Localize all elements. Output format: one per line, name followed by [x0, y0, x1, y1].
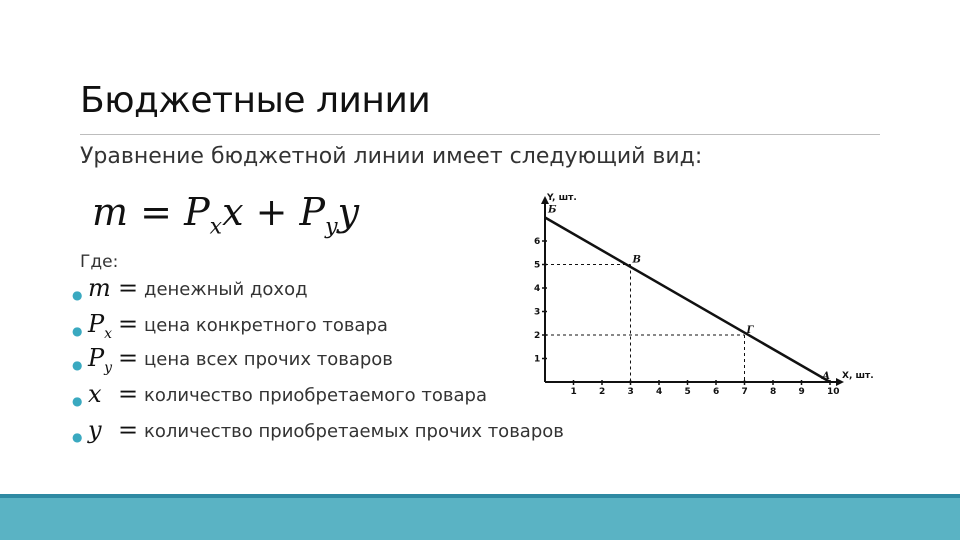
formula-py: P: [299, 190, 326, 234]
item-equals: =: [118, 344, 139, 372]
x-tick-label: 5: [684, 387, 691, 397]
item-equals: =: [118, 274, 139, 302]
y-tick-label: 5: [534, 260, 541, 271]
formula-py-sub: y: [325, 214, 338, 240]
bullet-icon: ●: [72, 358, 83, 372]
item-description: цена всех прочих товаров: [144, 349, 393, 370]
formula-y: y: [337, 190, 360, 234]
x-tick-label: 3: [627, 387, 634, 397]
item-equals: =: [118, 416, 139, 444]
point-label: Б: [548, 204, 557, 216]
budget-line: [545, 218, 830, 383]
item-symbol: $P_x$: [88, 310, 113, 342]
formula-px: P: [184, 190, 210, 234]
item-symbol: x: [88, 380, 102, 408]
x-tick-label: 7: [741, 387, 748, 397]
y-tick-label: 2: [534, 331, 541, 341]
slide-subtitle: Уравнение бюджетной линии имеет следующий вид:: [80, 144, 703, 169]
point-label: Г: [746, 325, 754, 336]
item-description: денежный доход: [144, 279, 308, 300]
item-description: количество приобретаемого товара: [144, 385, 487, 406]
y-tick-label: 4: [534, 284, 541, 294]
x-tick-label: 8: [770, 387, 777, 397]
x-tick-label: 4: [656, 387, 663, 397]
x-tick-label: 10: [827, 387, 840, 397]
formula-x: x: [222, 190, 244, 234]
formula-px-sub: x: [209, 214, 223, 240]
y-tick-label: 6: [534, 237, 541, 247]
y-tick-label: 1: [534, 354, 541, 365]
y-tick-label: 3: [534, 307, 541, 318]
where-label: Где:: [80, 252, 119, 272]
bullet-icon: ●: [72, 288, 83, 302]
item-equals: =: [118, 310, 139, 338]
slide-title: Бюджетные линии: [80, 80, 431, 121]
item-symbol: y: [88, 416, 102, 444]
y-axis-label: Y, шт.: [547, 193, 577, 203]
item-description: цена конкретного товара: [144, 315, 388, 336]
bullet-icon: ●: [72, 430, 83, 444]
item-description: количество приобретаемых прочих товаров: [144, 421, 564, 442]
item-equals: =: [118, 380, 139, 408]
x-tick-label: 2: [599, 387, 606, 397]
x-tick-label: 1: [570, 387, 577, 397]
item-symbol: $P_y$: [88, 344, 113, 376]
formula-m: m: [92, 190, 129, 234]
formula-equals: =: [140, 190, 172, 234]
x-tick-label: 6: [713, 387, 720, 397]
item-symbol: m: [88, 274, 111, 302]
point-label: В: [632, 254, 641, 266]
bullet-icon: ●: [72, 324, 83, 338]
bullet-icon: ●: [72, 394, 83, 408]
x-tick-label: 9: [798, 387, 805, 397]
budget-line-chart: [520, 190, 910, 415]
x-axis-label: X, шт.: [842, 371, 874, 381]
point-label: А: [822, 371, 831, 382]
budget-equation: [92, 190, 359, 240]
formula-plus: +: [255, 190, 288, 234]
title-divider: [80, 134, 880, 135]
footer-bar: [0, 498, 960, 540]
